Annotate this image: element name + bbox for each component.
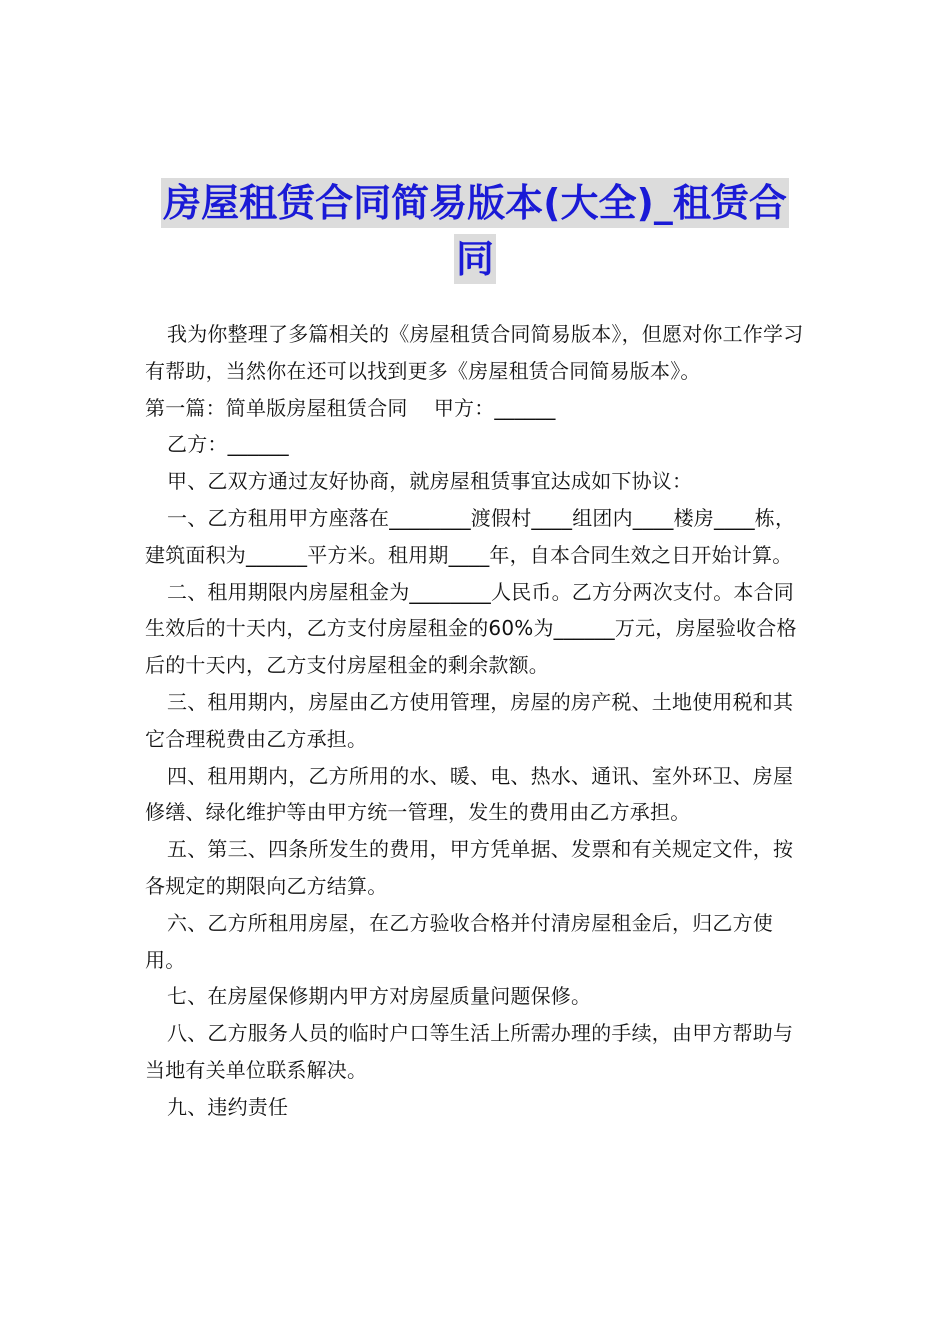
- paragraph-clause-7: 七、在房屋保修期内甲方对房屋质量问题保修。: [167, 984, 592, 1009]
- paragraph-clause-3: 三、租用期内，房屋由乙方使用管理，房屋的房产税、土地使用税和其它合理税费由乙方承担。: [145, 689, 794, 751]
- paragraph-intro: 我为你整理了多篇相关的《房屋租赁合同简易版本》，但愿对你工作学习有帮助，当然你在还可以找到更多《房屋租赁合同简易版本》。: [145, 322, 804, 383]
- paragraph-clause-2: 二、租用期限内房屋租金为________人民币。乙方分两次支付。本合同生效后的十天内，乙方支付房屋租金的60%为______万元，房屋验收合格后的十天内，乙方支付房屋租金的剩余款额。: [145, 579, 797, 678]
- title-line-1: 房屋租赁合同简易版本(大全)_租赁合: [161, 178, 789, 228]
- paragraph-clause-4: 四、租用期内，乙方所用的水、暖、电、热水、通讯、室外环卫、房屋修缮、绿化维护等由甲方统一管理，发生的费用由乙方承担。: [145, 763, 794, 825]
- paragraph-clause-1: 一、乙方租用甲方座落在________渡假村____组团内____楼房____栋，建筑面积为______平方米。租用期____年，自本合同生效之日开始计算。: [145, 505, 796, 567]
- paragraph-clause-9: 九、违约责任: [167, 1094, 289, 1119]
- document-body: [145, 316, 810, 1126]
- paragraph-party-b: 乙方：______: [167, 432, 289, 457]
- paragraph-clause-5: 五、第三、四条所发生的费用，甲方凭单据、发票和有关规定文件，按各规定的期限向乙方结算。: [145, 837, 794, 898]
- title-line-2: 同: [454, 234, 496, 284]
- paragraph-agreement: 甲、乙双方通过友好协商，就房屋租赁事宜达成如下协议：: [167, 469, 693, 494]
- paragraph-part1-heading: 第一篇：简单版房屋租赁合同 甲方：______: [145, 395, 556, 420]
- document-title: [0, 178, 950, 290]
- paragraph-clause-6: 六、乙方所租用房屋，在乙方验收合格并付清房屋租金后，归乙方使用。: [145, 910, 773, 972]
- paragraph-clause-8: 八、乙方服务人员的临时户口等生活上所需办理的手续，由甲方帮助与当地有关单位联系解决。: [145, 1021, 794, 1082]
